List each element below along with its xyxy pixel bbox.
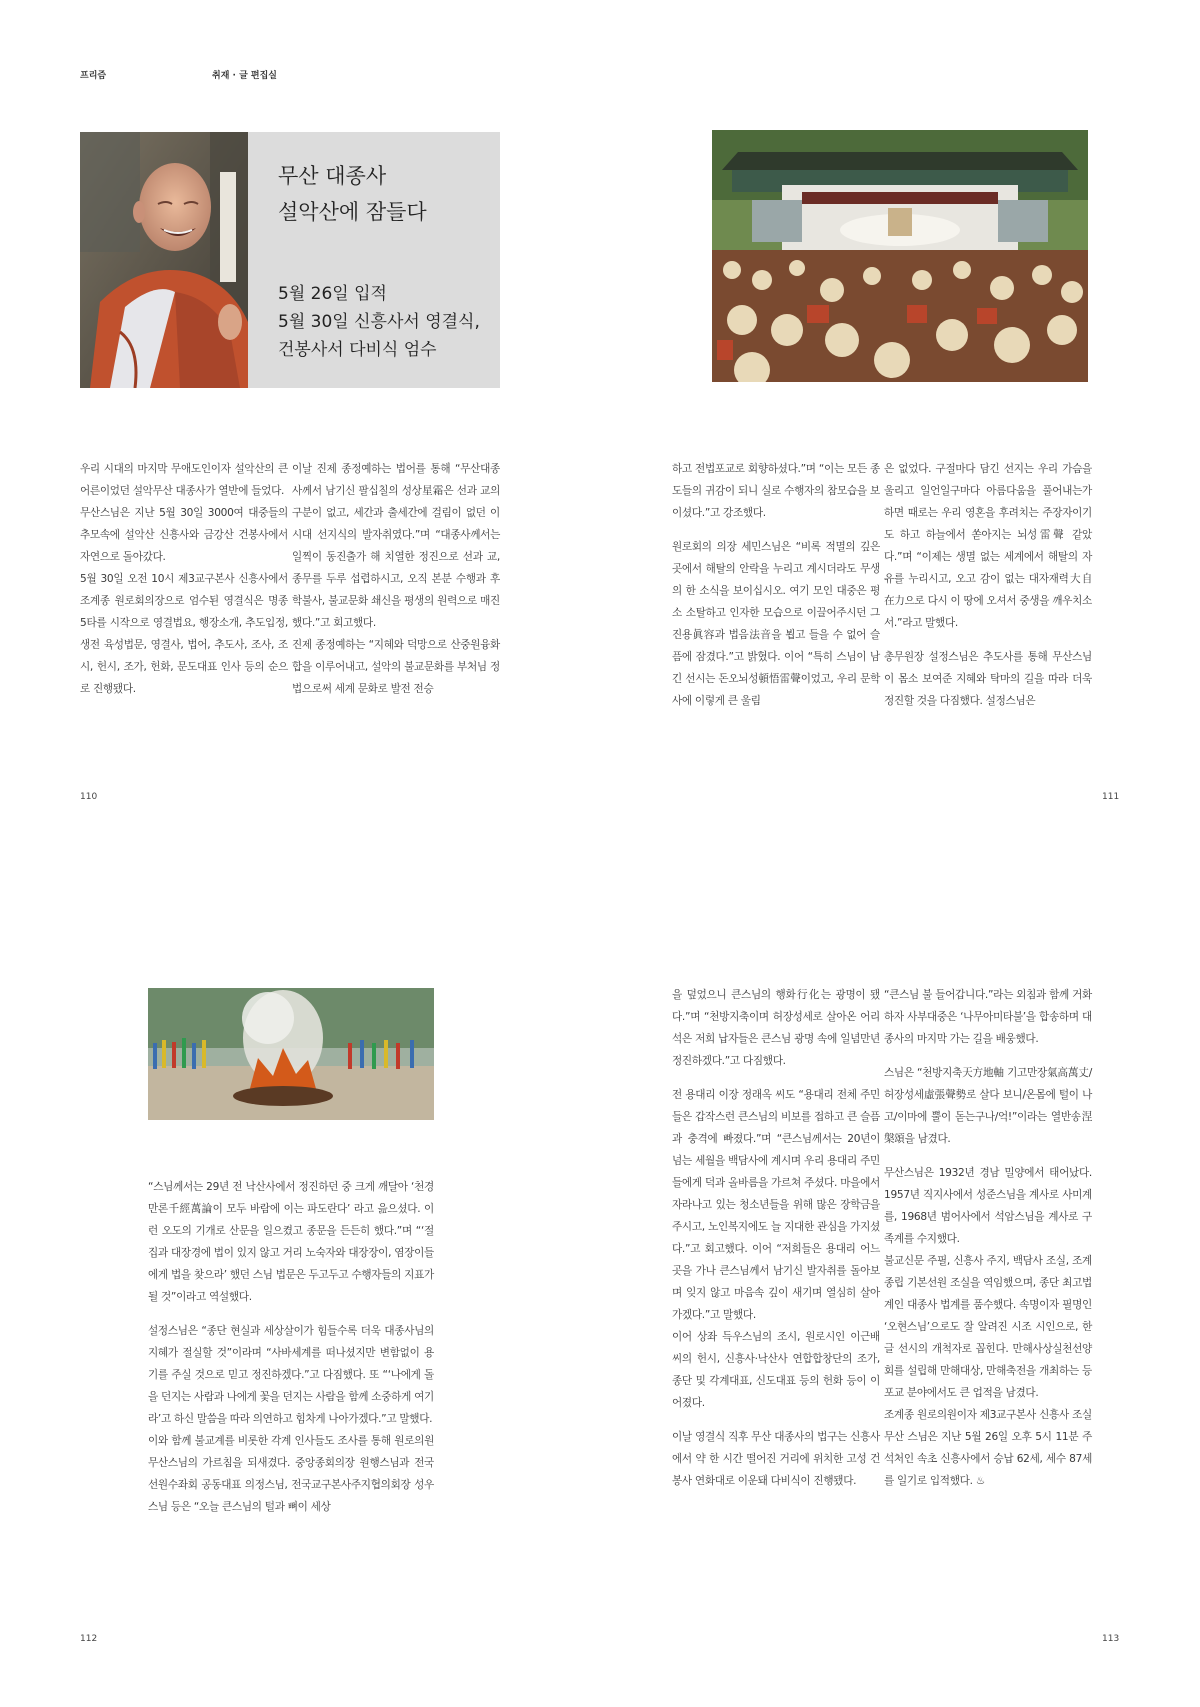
paragraph: 불교신문 주필, 신흥사 주지, 백담사 조실, 조계종립 기본선원 조실을 역임했으며, 종단 최고법계인 대종사 법계를 품수했다. 속명이자 필명인 ‘오현스님’으로도 잘 알려진 시조 시인으로, 한글 선시의 개척자로 꼽힌다. 만해사상실천선양회를 설립해 만해대상, 만해축전을 개최하는 등 포교 분야에서도 큰 업적을 남겼다.: [884, 1255, 1092, 1399]
section-label: 프리즘: [80, 71, 107, 81]
title-panel: [248, 132, 500, 388]
byline: 취재 · 글 편집실: [212, 71, 277, 81]
text-column-p113-left: [672, 984, 880, 1492]
text-column-p110-right: [292, 458, 500, 700]
text-column-p111-left: [672, 458, 880, 712]
page-number-111: 111: [1102, 792, 1120, 802]
page-number-112: 112: [80, 1634, 98, 1644]
page-number-110: 110: [80, 792, 98, 802]
paragraph: 전 용대리 이장 정래옥 씨도 “용대리 전체 주민들은 갑작스런 큰스님의 비보를 접하고 큰 슬픔과 충격에 빠졌다.”며 “큰스님께서는 20년이 넘는 세월을 백담사에 계시며 우리 용대리 주민들에게 덕과 올바름을 가르쳐 주셨다. 마을에서 자라나고 있는 청소년들을 위해 많은 장학금을 주시고, 노인복지에도 늘 지대한 관심을 가지셨다.”고 회고했다. 이어 “저희들은 용대리 어느 곳을 가나 큰스님께서 남기신 발자취를 돌아보며 잊지 않고 마음속 깊이 새기며 열심히 살아가겠다.”고 말했다.: [672, 1089, 880, 1321]
paragraph: “큰스님 불 들어갑니다.”라는 외침과 함께 거화하자 사부대중은 ‘나무아미타불’을 합송하며 대종사의 마지막 가는 길을 배웅했다.: [884, 989, 1092, 1045]
paragraph: 이와 함께 불교계를 비롯한 각계 인사들도 조사를 통해 원로의원 무산스님의 가르침을 되새겼다. 중앙종회의장 원행스님과 전국선원수좌회 공동대표 의정스님, 전국교구본사주지협의회장 성우스님 등은 “오늘 큰스님의 털과 뼈이 세상: [148, 1435, 434, 1513]
text-column-p112: [148, 1176, 434, 1518]
page-number-113: 113: [1102, 1634, 1120, 1644]
text-column-p110-left: [80, 458, 288, 700]
text-column-p113-right: [884, 984, 1092, 1492]
paragraph: 조계종 원로의원이자 제3교구본사 신흥사 조실 무산 스님은 지난 5월 26일 오후 5시 11분 주석처인 속초 신흥사에서 승납 62세, 세수 87세를 일기로 입적했다. ♨: [884, 1409, 1092, 1487]
article-title: 무산 대종사 설악산에 잠들다: [278, 164, 427, 224]
monk-portrait-photo: [80, 132, 248, 388]
paragraph: 우리 시대의 마지막 무애도인이자 설악산의 큰어른이었던 설악무산 대종사가 열반에 들었다.: [80, 463, 288, 497]
paragraph: 원로회의 의장 세민스님은 “비록 적멸의 깊은 곳에서 해탈의 안락을 누리고 계시더라도 무생의 한 소식을 보이십시오. 여기 모인 대중은 평소 소탈하고 인자한 모습으로 이끌어주시던 그 진용眞容과 법음法音을 뵙고 들을 수 없어 슬픔에 잠겼다.”고 밝혔다. 이어 “특히 스님이 남긴 선시는 돈오뇌성頓悟雷聲이었고, 우리 문학사에 이렇게 큰 울림: [672, 541, 880, 707]
paragraph: 총무원장 설정스님은 추도사를 통해 무산스님이 몸소 보여준 지혜와 탁마의 길을 따라 더욱 정진할 것을 다짐했다. 설정스님은: [884, 651, 1092, 707]
paragraph: 설정스님은 “종단 현실과 세상살이가 힘들수록 더욱 대종사님의 지혜가 절실할 것”이라며 “사바세계를 떠나셨지만 변함없이 용기를 주실 것으로 믿고 정진하겠다.”고 다짐했다. 또 “‘나에게 돌을 던지는 사람과 나에게 꽃을 던지는 사람을 함께 소중하게 여기라’고 하신 말씀을 따라 의연하고 힘차게 나아가겠다.”고 말했다.: [148, 1325, 434, 1425]
ceremony-illustration: [712, 130, 1088, 382]
paragraph: 무산스님은 지난 5월 30일 3000여 대중들의 추모속에 설악산 신흥사와 금강산 건봉사에서 자연으로 돌아갔다.: [80, 507, 288, 563]
text-column-p111-right: [884, 458, 1092, 712]
portrait-illustration: [80, 132, 248, 388]
paragraph: 이어 상좌 득우스님의 조시, 원로시인 이근배 씨의 헌시, 신흥사·낙산사 연합합창단의 조가, 종단 및 각계대표, 신도대표 등의 헌화 등이 이어졌다.: [672, 1331, 880, 1409]
paragraph: 은 없었다. 구절마다 담긴 선지는 우리 가슴을 울리고 일언일구마다 아름다움을 풀어내는가 하면 때로는 우리 영혼을 후려치는 주장자이기도 하고 하늘에서 쏟아지는 뇌성雷聲 같았다.”며 “이제는 생멸 없는 세계에서 해탈의 자유를 누리시고, 오고 감이 없는 대자재력大自在力으로 다시 이 땅에 오셔서 중생을 깨우치소서.”라고 말했다.: [884, 463, 1092, 629]
paragraph: 을 덮었으니 큰스님의 행화行化는 광명이 됐다.”며 “천방지축이며 허장성세로 살아온 어리석은 저희 납자들은 큰스님 광명 속에 일념만년 정진하겠다.”고 다짐했다.: [672, 989, 880, 1067]
paragraph: 이날 진제 종정예하는 법어를 통해 “무산대종사께서 남기신 팔십칠의 성상星霜은 선과 교의 구분이 없고, 세간과 출세간에 걸림이 없던 이 시대 선지식의 발자취였다.”며 “대종사께서는 일찍이 동진출가 해 치열한 정진으로 선과 교, 종무를 두루 섭렵하시고, 오직 본분 수행과 후학불사, 불교문화 쇄신을 평생의 원력으로 매진했다.”고 회고했다.: [292, 463, 500, 629]
cremation-illustration: [148, 988, 434, 1120]
cremation-ceremony-photo: [148, 988, 434, 1120]
funeral-ceremony-photo: [712, 130, 1088, 382]
paragraph: 무산스님은 1932년 경남 밀양에서 태어났다. 1957년 직지사에서 성준스님을 계사로 사미계를, 1968년 범어사에서 석암스님을 계사로 구족계를 수지했다.: [884, 1167, 1092, 1245]
article-subtitle: 5월 26일 입적 5월 30일 신흥사서 영결식, 건봉사서 다비식 엄수: [278, 284, 480, 360]
paragraph: 진제 종정예하는 “지혜와 덕망으로 산중원융화합을 이루어내고, 설악의 불교문화를 부처님 정법으로써 세계 문화로 발전 전승: [292, 639, 500, 695]
paragraph: 스님은 “천방지축天方地軸 기고만장氣高萬丈/허장성세虛張聲勢로 살다 보니/온몸에 털이 나고/이마에 뿔이 돋는구나/억!”이라는 열반송涅槃頌을 남겼다.: [884, 1067, 1092, 1145]
paragraph: “스님께서는 29년 전 낙산사에서 정진하던 중 크게 깨달아 ‘천경만론千經萬論이 모두 바람에 이는 파도란다’ 라고 읊으셨다. 이런 오도의 기개로 산문을 일으켰고 종문을 든든히 했다.”며 “‘절집과 대장경에 법이 있지 않고 거리 노숙자와 대장장이, 염장이들에게 법을 찾으라’ 했던 스님 법문은 두고두고 수행자들의 지표가 될 것”이라고 역설했다.: [148, 1181, 434, 1303]
paragraph: 하고 전법포교로 회향하셨다.”며 “이는 모든 종도들의 귀감이 되니 실로 수행자의 참모습을 보이셨다.”고 강조했다.: [672, 463, 880, 519]
paragraph: 5월 30일 오전 10시 제3교구본사 신흥사에서 조계종 원로회의장으로 엄수된 영결식은 명종 5타를 시작으로 영결법요, 행장소개, 추도입정, 생전 육성법문, 영결사, 법어, 추도사, 조사, 조시, 헌시, 조가, 헌화, 문도대표 인사 등의 순으로 진행됐다.: [80, 573, 288, 695]
paragraph: 이날 영결식 직후 무산 대종사의 법구는 신흥사에서 약 한 시간 떨어진 거리에 위치한 고성 건봉사 연화대로 이운돼 다비식이 진행됐다.: [672, 1431, 880, 1487]
